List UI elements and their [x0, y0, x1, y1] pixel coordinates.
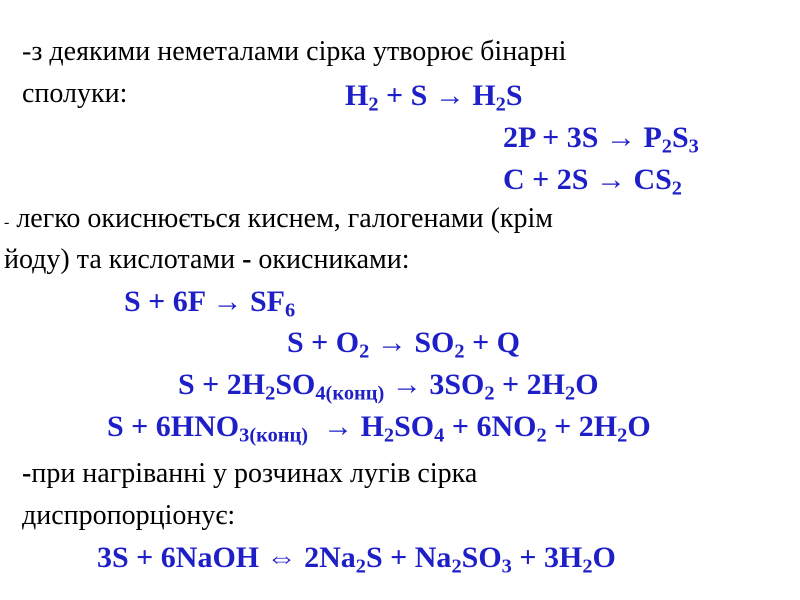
- paragraph-nonmetals-line2: [22, 76, 127, 112]
- eq-part: S + O: [287, 326, 360, 359]
- eq-part: + 2H: [546, 410, 618, 443]
- eq-subscript: 6: [285, 299, 296, 322]
- eq-part: + 3H: [511, 541, 583, 574]
- eq-subscript: 2: [454, 340, 465, 363]
- eq-part: SO: [461, 541, 502, 574]
- eq-subscript: 2: [582, 555, 593, 578]
- eq-subscript: 2: [484, 382, 495, 405]
- eq-subscript: 2: [536, 424, 547, 447]
- eq-part: O: [575, 368, 599, 401]
- eq-part: → H: [308, 410, 384, 443]
- paragraph-text: диспропорціонує:: [22, 500, 236, 531]
- paragraph-text: легко окиснюється киснем, галогенами (крім: [16, 203, 554, 234]
- paragraph-text: окисниками:: [251, 244, 410, 275]
- eq-part: → 3SO: [384, 368, 485, 401]
- equation-so2: [287, 326, 520, 363]
- eq-subscript: 2: [564, 382, 576, 405]
- eq-part: SO: [275, 368, 316, 401]
- eq-subscript: 2: [661, 135, 672, 158]
- eq-subscript: 2: [383, 424, 395, 447]
- eq-subscript: 2: [265, 382, 276, 405]
- eq-part: SO: [394, 410, 435, 443]
- eq-subscript: 2: [355, 555, 366, 578]
- eq-part: + Q: [464, 326, 520, 359]
- eq-part: S: [671, 121, 689, 154]
- equation-naoh: [97, 541, 616, 578]
- paragraph-text: сполуки:: [22, 78, 128, 109]
- eq-subscript: 3: [501, 555, 512, 578]
- eq-subscript: 2: [368, 93, 379, 116]
- eq-subscript: 4(конц): [315, 382, 385, 405]
- paragraph-disproportionation-line2: [22, 498, 235, 534]
- eq-subscript: 2: [671, 177, 682, 200]
- bullet-dash: -: [22, 36, 32, 67]
- paragraph-nonmetals-line1: [22, 34, 766, 70]
- eq-part: 2P + 3S → P: [503, 121, 662, 154]
- eq-subscript: 2: [617, 424, 628, 447]
- eq-part: → SO: [369, 326, 455, 359]
- equation-sf6: [124, 285, 296, 322]
- eq-subscript: 2: [359, 340, 370, 363]
- bullet-dash: -: [22, 458, 32, 489]
- equation-cs2: [503, 163, 682, 200]
- eq-part: C + 2S → CS: [503, 163, 672, 196]
- paragraph-text: при нагріванні у розчинах лугів сірка: [31, 458, 478, 489]
- eq-part: + 6NO: [444, 410, 537, 443]
- eq-part: 3S + 6NaOH ⇔ 2Na: [97, 541, 356, 574]
- eq-part: S + 2H: [178, 368, 266, 401]
- eq-subscript: 2: [451, 555, 462, 578]
- eq-part: + S → H: [378, 79, 496, 112]
- eq-subscript: 2: [495, 93, 506, 116]
- eq-part: O: [592, 541, 616, 574]
- bold-dash: -: [242, 244, 252, 275]
- eq-part: S + 6F → SF: [124, 285, 286, 318]
- eq-part: O: [627, 410, 651, 443]
- eq-part: H: [345, 79, 369, 112]
- paragraph-disproportionation-line1: [22, 456, 775, 492]
- equation-hno3: [107, 410, 651, 447]
- paragraph-oxidation-line1: [4, 201, 778, 241]
- paragraph-text: йоду) та кислотами: [4, 244, 243, 275]
- equation-h2s: [345, 79, 523, 116]
- bullet-dash: -: [4, 214, 10, 231]
- paragraph-text: з деякими неметалами сірка утворює бінарні: [31, 36, 567, 67]
- equation-h2so4: [178, 368, 599, 405]
- eq-subscript: 3: [688, 135, 699, 158]
- equation-p2s3: [503, 121, 699, 158]
- eq-subscript: 4: [434, 424, 445, 447]
- eq-part: S + Na: [365, 541, 452, 574]
- paragraph-oxidation-line2: [4, 242, 410, 278]
- eq-subscript: 3(конц): [239, 424, 309, 447]
- eq-part: + 2H: [494, 368, 565, 401]
- eq-part: S + 6HNO: [107, 410, 240, 443]
- eq-part: S: [505, 79, 523, 112]
